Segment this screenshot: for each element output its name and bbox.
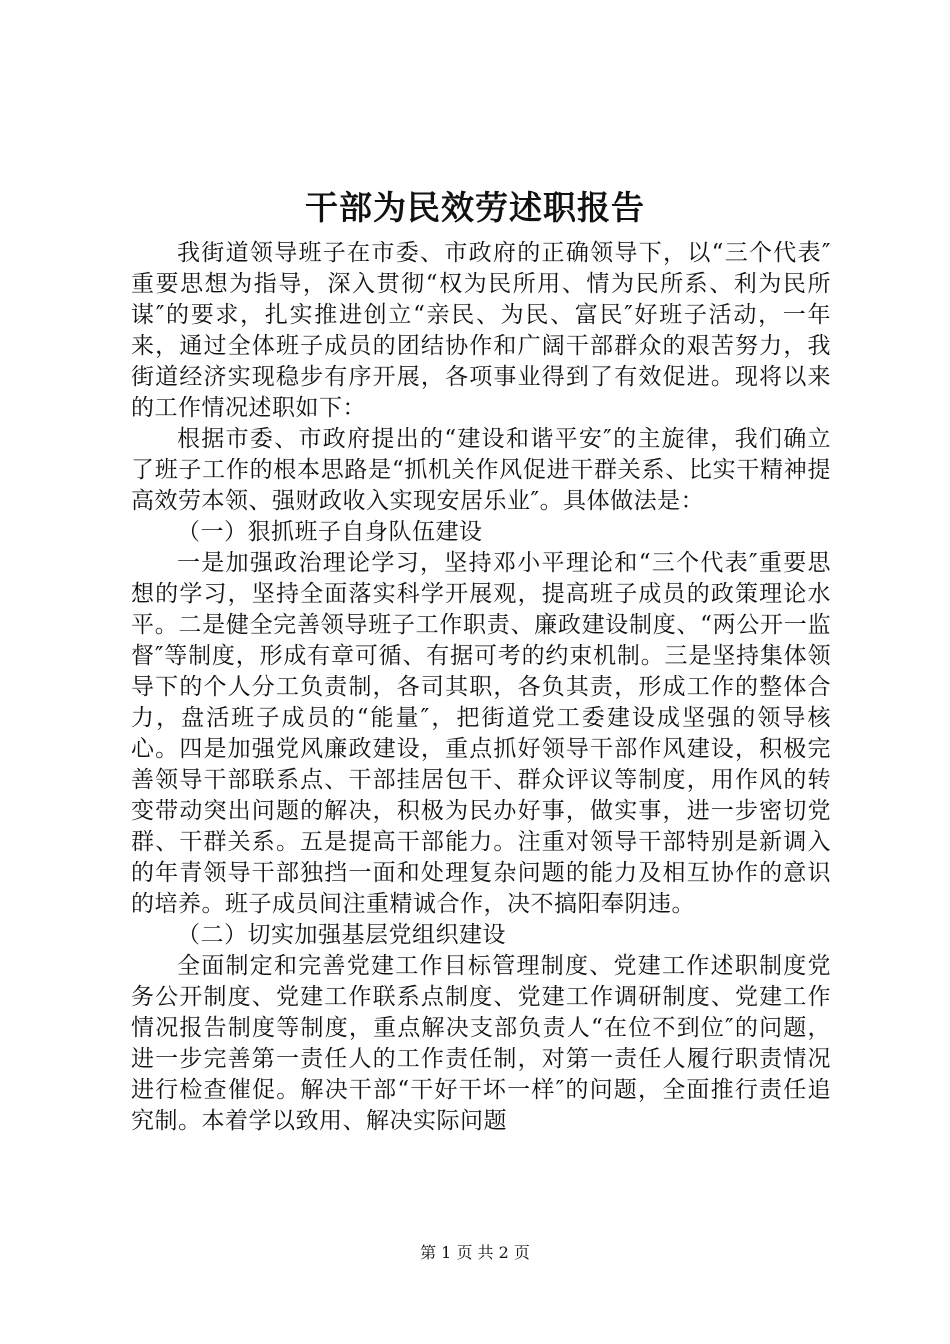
section-2-paragraph: 全面制定和完善党建工作目标管理制度、党建工作述职制度党务公开制度、党建工作联系点制度、党建工作调研制度、党建工作情况报告制度等制度，重点解决支部负责人“在位不到位″的问题，进一步完善第一责任人的工作责任制，对第一责任人履行职责情况进行检查催促。解决干部“干好干坏一样″的问题，全面推行责任追究制。本着学以致用、解决实际问题 <box>131 953 831 1134</box>
section-1-paragraph: 一是加强政治理论学习，坚持邓小平理论和“三个代表″重要思想的学习，坚持全面落实科学开展观，提高班子成员的政策理论水平。二是健全完善领导班子工作职责、廉政建设制度、“两公开一监督″等制度，形成有章可循、有据可考的约束机制。三是坚持集体领导下的个人分工负责制，各司其职，各负其责，形成工作的整体合力，盘活班子成员的“能量″，把街道党工委建设成坚强的领导核心。四是加强党风廉政建设，重点抓好领导干部作风建设，积极完善领导干部联系点、干部挂居包干、群众评议等制度，用作风的转变带动突出问题的解决，积极为民办好事，做实事，进一步密切党群、干群关系。五是提高干部能力。注重对领导干部特别是新调入的年青领导干部独挡一面和处理复杂问题的能力及相互协作的意识的培养。班子成员间注重精诚合作，决不搞阳奉阴违。 <box>131 550 831 917</box>
section-1-heading: （一）狠抓班子自身队伍建设 <box>177 519 483 545</box>
document-title: 干部为民效劳述职报告 <box>305 188 645 227</box>
document-body <box>131 238 831 1137</box>
approach-paragraph: 根据市委、市政府提出的“建设和谐平安″的主旋律，我们确立了班子工作的根本思路是“抓机关作风促进干群关系、比实干精神提高效劳本领、强财政收入实现安居乐业″。具体做法是： <box>131 426 831 514</box>
section-2-heading: （二）切实加强基层党组织建设 <box>177 922 506 948</box>
intro-paragraph: 我街道领导班子在市委、市政府的正确领导下，以“三个代表″重要思想为指导，深入贯彻“权为民所用、情为民所系、利为民所谋″的要求，扎实推进创立“亲民、为民、富民″好班子活动，一年来，通过全体班子成员的团结协作和广阔干部群众的艰苦努力，我街道经济实现稳步有序开展，各项事业得到了有效促进。现将以来的工作情况述职如下： <box>131 240 831 421</box>
page-footer: 第 1 页 共 2 页 <box>420 1243 530 1262</box>
